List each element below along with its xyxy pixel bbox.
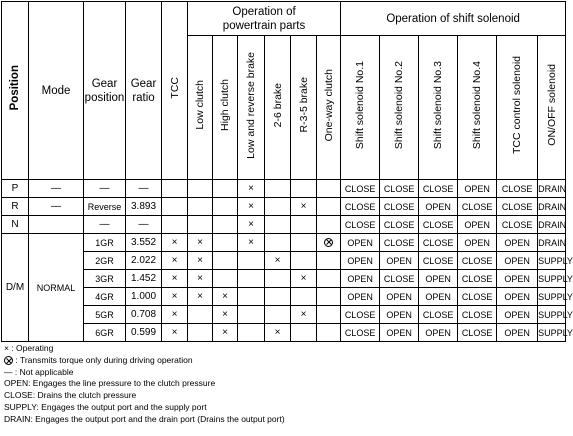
solenoid-2-cell: CLOSE bbox=[380, 216, 419, 234]
tcc-cell: × bbox=[162, 324, 188, 342]
brake-2-6-cell bbox=[265, 306, 291, 324]
tcc-solenoid-cell: OPEN bbox=[497, 324, 538, 342]
solenoid-3-cell: OPEN bbox=[419, 288, 458, 306]
on-off-solenoid-cell: SUPPLY bbox=[538, 288, 566, 306]
low-clutch-cell bbox=[188, 306, 213, 324]
high-clutch-cell bbox=[213, 270, 238, 288]
one-way-clutch-cell bbox=[317, 198, 341, 216]
ratio-cell: 2.022 bbox=[126, 252, 162, 270]
solenoid-4-cell: OPEN bbox=[458, 234, 497, 252]
solenoid-2-cell: CLOSE bbox=[380, 234, 419, 252]
one-way-clutch-cell bbox=[317, 270, 341, 288]
high-clutch-cell bbox=[213, 234, 238, 252]
low-clutch-cell bbox=[188, 324, 213, 342]
header-gear-ratio: Gear ratio bbox=[126, 2, 162, 180]
solenoid-1-cell: CLOSE bbox=[341, 180, 380, 198]
one-way-clutch-cell bbox=[317, 252, 341, 270]
position-cell: P bbox=[2, 180, 29, 198]
tcc-cell: × bbox=[162, 252, 188, 270]
gear-cell: 4GR bbox=[84, 288, 126, 306]
mode-cell: NORMAL bbox=[29, 234, 84, 342]
solenoid-3-cell: CLOSE bbox=[419, 306, 458, 324]
header-mode: Mode bbox=[29, 2, 84, 180]
low-reverse-brake-cell bbox=[238, 288, 265, 306]
header-tcc-control-solenoid: TCC control solenoid bbox=[497, 36, 538, 180]
high-clutch-cell bbox=[213, 216, 238, 234]
low-clutch-cell bbox=[188, 216, 213, 234]
position-cell: R bbox=[2, 198, 29, 216]
high-clutch-cell bbox=[213, 180, 238, 198]
solenoid-2-cell: OPEN bbox=[380, 324, 419, 342]
tcc-cell: × bbox=[162, 288, 188, 306]
shift-operation-table bbox=[1, 1, 573, 342]
one-way-clutch-cell bbox=[317, 234, 341, 252]
brake-r-3-5-cell bbox=[291, 216, 317, 234]
tcc-cell bbox=[162, 216, 188, 234]
one-way-clutch-cell bbox=[317, 288, 341, 306]
low-reverse-brake-cell: × bbox=[238, 216, 265, 234]
gear-cell: 6GR bbox=[84, 324, 126, 342]
solenoid-2-cell: CLOSE bbox=[380, 198, 419, 216]
mode-cell: — bbox=[29, 180, 84, 198]
solenoid-3-cell: OPEN bbox=[419, 270, 458, 288]
low-reverse-brake-cell bbox=[238, 324, 265, 342]
low-clutch-cell: × bbox=[188, 270, 213, 288]
table-row bbox=[2, 180, 566, 198]
tcc-cell bbox=[162, 180, 188, 198]
low-clutch-cell: × bbox=[188, 234, 213, 252]
on-off-solenoid-cell: SUPPLY bbox=[538, 306, 566, 324]
brake-2-6-cell bbox=[265, 198, 291, 216]
mode-cell bbox=[29, 216, 84, 234]
legend-not-applicable: — : Not applicable bbox=[4, 366, 74, 377]
one-way-clutch-cell bbox=[317, 306, 341, 324]
brake-2-6-cell: × bbox=[265, 324, 291, 342]
on-off-solenoid-cell: DRAIN bbox=[538, 198, 566, 216]
brake-r-3-5-cell: × bbox=[291, 198, 317, 216]
on-off-solenoid-cell: DRAIN bbox=[538, 234, 566, 252]
solenoid-1-cell: OPEN bbox=[341, 288, 380, 306]
table-row bbox=[2, 216, 566, 234]
solenoid-1-cell: CLOSE bbox=[341, 306, 380, 324]
ratio-cell: — bbox=[126, 180, 162, 198]
low-clutch-cell bbox=[188, 198, 213, 216]
solenoid-4-cell: CLOSE bbox=[458, 306, 497, 324]
brake-2-6-cell bbox=[265, 288, 291, 306]
table-row bbox=[2, 234, 566, 252]
header-2-6-brake: 2-6 brake bbox=[265, 36, 291, 180]
solenoid-1-cell: OPEN bbox=[341, 234, 380, 252]
gear-cell: — bbox=[84, 180, 126, 198]
solenoid-3-cell: CLOSE bbox=[419, 252, 458, 270]
table-row bbox=[2, 198, 566, 216]
legend-operating: × : Operating bbox=[4, 343, 54, 353]
circled-x-icon bbox=[4, 356, 13, 365]
ratio-cell: 1.452 bbox=[126, 270, 162, 288]
low-clutch-cell: × bbox=[188, 252, 213, 270]
ratio-cell: 3.552 bbox=[126, 234, 162, 252]
solenoid-2-cell: CLOSE bbox=[380, 270, 419, 288]
on-off-solenoid-cell: SUPPLY bbox=[538, 324, 566, 342]
solenoid-3-cell: OPEN bbox=[419, 324, 458, 342]
circled-x-icon bbox=[324, 238, 333, 247]
header-gear-position: Gear position bbox=[84, 2, 126, 180]
table-row bbox=[2, 324, 566, 342]
gear-cell: 5GR bbox=[84, 306, 126, 324]
solenoid-3-cell: OPEN bbox=[419, 198, 458, 216]
tcc-solenoid-cell: CLOSE bbox=[497, 216, 538, 234]
header-shift-solenoid-1: Shift solenoid No.1 bbox=[341, 36, 380, 180]
solenoid-1-cell: OPEN bbox=[341, 252, 380, 270]
header-on-off-solenoid: ON/OFF solenoid bbox=[538, 36, 566, 180]
tcc-cell: × bbox=[162, 306, 188, 324]
high-clutch-cell: × bbox=[213, 324, 238, 342]
solenoid-2-cell: OPEN bbox=[380, 306, 419, 324]
ratio-cell: 0.708 bbox=[126, 306, 162, 324]
header-position: Position bbox=[2, 2, 29, 180]
one-way-clutch-cell bbox=[317, 216, 341, 234]
brake-r-3-5-cell: × bbox=[291, 306, 317, 324]
solenoid-1-cell: CLOSE bbox=[341, 216, 380, 234]
tcc-solenoid-cell: OPEN bbox=[497, 234, 538, 252]
on-off-solenoid-cell: DRAIN bbox=[538, 180, 566, 198]
table-row bbox=[2, 288, 566, 306]
ratio-cell: 1.000 bbox=[126, 288, 162, 306]
solenoid-1-cell: CLOSE bbox=[341, 198, 380, 216]
brake-2-6-cell: × bbox=[265, 252, 291, 270]
low-reverse-brake-cell bbox=[238, 270, 265, 288]
tcc-solenoid-cell: OPEN bbox=[497, 306, 538, 324]
solenoid-1-cell: OPEN bbox=[341, 270, 380, 288]
brake-2-6-cell bbox=[265, 234, 291, 252]
ratio-cell: 0.599 bbox=[126, 324, 162, 342]
legend-drain: DRAIN: Engages the output port and the drain port (Drains the output port) bbox=[4, 413, 285, 424]
solenoid-3-cell: CLOSE bbox=[419, 180, 458, 198]
one-way-clutch-cell bbox=[317, 180, 341, 198]
solenoid-4-cell: CLOSE bbox=[458, 288, 497, 306]
low-reverse-brake-cell bbox=[238, 306, 265, 324]
gear-cell: 3GR bbox=[84, 270, 126, 288]
low-reverse-brake-cell: × bbox=[238, 198, 265, 216]
low-reverse-brake-cell bbox=[238, 252, 265, 270]
mode-cell: — bbox=[29, 198, 84, 216]
table-row bbox=[2, 306, 566, 324]
solenoid-4-cell: OPEN bbox=[458, 180, 497, 198]
on-off-solenoid-cell: SUPPLY bbox=[538, 252, 566, 270]
header-tcc: TCC bbox=[162, 2, 188, 180]
on-off-solenoid-cell: SUPPLY bbox=[538, 270, 566, 288]
legend-transmits-text: : Transmits torque only during driving operation bbox=[15, 354, 193, 365]
brake-r-3-5-cell bbox=[291, 324, 317, 342]
header-shift-solenoid-3: Shift solenoid No.3 bbox=[419, 36, 458, 180]
header-r-3-5-brake: R-3-5 brake bbox=[291, 36, 317, 180]
solenoid-2-cell: OPEN bbox=[380, 288, 419, 306]
header-low-clutch: Low clutch bbox=[188, 36, 213, 180]
tcc-solenoid-cell: CLOSE bbox=[497, 180, 538, 198]
position-cell: N bbox=[2, 216, 29, 234]
brake-r-3-5-cell bbox=[291, 180, 317, 198]
low-clutch-cell: × bbox=[188, 288, 213, 306]
gear-cell: 1GR bbox=[84, 234, 126, 252]
solenoid-3-cell: CLOSE bbox=[419, 234, 458, 252]
solenoid-2-cell: CLOSE bbox=[380, 180, 419, 198]
position-cell: D/M bbox=[2, 234, 29, 342]
legend-supply: SUPPLY: Engages the output port and the supply port bbox=[4, 401, 207, 412]
tcc-cell bbox=[162, 198, 188, 216]
table-row bbox=[2, 252, 566, 270]
solenoid-3-cell: CLOSE bbox=[419, 216, 458, 234]
high-clutch-cell bbox=[213, 198, 238, 216]
header-high-clutch: High clutch bbox=[213, 36, 238, 180]
header-shift-solenoid-4: Shift solenoid No.4 bbox=[458, 36, 497, 180]
legend-transmits bbox=[4, 355, 285, 367]
one-way-clutch-cell bbox=[317, 324, 341, 342]
tcc-cell: × bbox=[162, 270, 188, 288]
table-row bbox=[2, 270, 566, 288]
gear-cell: 2GR bbox=[84, 252, 126, 270]
ratio-cell: 3.893 bbox=[126, 198, 162, 216]
tcc-solenoid-cell: CLOSE bbox=[497, 198, 538, 216]
on-off-solenoid-cell: DRAIN bbox=[538, 216, 566, 234]
brake-r-3-5-cell bbox=[291, 252, 317, 270]
solenoid-4-cell: CLOSE bbox=[458, 270, 497, 288]
ratio-cell: — bbox=[126, 216, 162, 234]
low-reverse-brake-cell: × bbox=[238, 180, 265, 198]
legend-open: OPEN: Engages the line pressure to the clutch pressure bbox=[4, 378, 216, 389]
gear-cell: Reverse bbox=[84, 198, 126, 216]
tcc-solenoid-cell: OPEN bbox=[497, 288, 538, 306]
header-one-way-clutch: One-way clutch bbox=[317, 36, 341, 180]
high-clutch-cell bbox=[213, 252, 238, 270]
header-solenoid-group: Operation of shift solenoid bbox=[341, 2, 566, 36]
high-clutch-cell: × bbox=[213, 288, 238, 306]
brake-r-3-5-cell bbox=[291, 234, 317, 252]
brake-r-3-5-cell bbox=[291, 288, 317, 306]
header-shift-solenoid-2: Shift solenoid No.2 bbox=[380, 36, 419, 180]
tcc-solenoid-cell: OPEN bbox=[497, 270, 538, 288]
solenoid-4-cell: CLOSE bbox=[458, 324, 497, 342]
low-clutch-cell bbox=[188, 180, 213, 198]
brake-2-6-cell bbox=[265, 270, 291, 288]
gear-cell: — bbox=[84, 216, 126, 234]
low-reverse-brake-cell: × bbox=[238, 234, 265, 252]
brake-2-6-cell bbox=[265, 216, 291, 234]
header-low-reverse-brake: Low and reverse brake bbox=[238, 36, 265, 180]
solenoid-4-cell: CLOSE bbox=[458, 198, 497, 216]
brake-2-6-cell bbox=[265, 180, 291, 198]
header-powertrain-group: Operation of powertrain parts bbox=[188, 2, 341, 36]
brake-r-3-5-cell: × bbox=[291, 270, 317, 288]
tcc-cell: × bbox=[162, 234, 188, 252]
solenoid-4-cell: CLOSE bbox=[458, 252, 497, 270]
solenoid-4-cell: OPEN bbox=[458, 216, 497, 234]
legend bbox=[4, 343, 285, 426]
solenoid-2-cell: OPEN bbox=[380, 252, 419, 270]
legend-close: CLOSE: Drains the clutch pressure bbox=[4, 390, 137, 401]
tcc-solenoid-cell: OPEN bbox=[497, 252, 538, 270]
high-clutch-cell: × bbox=[213, 306, 238, 324]
solenoid-1-cell: CLOSE bbox=[341, 324, 380, 342]
